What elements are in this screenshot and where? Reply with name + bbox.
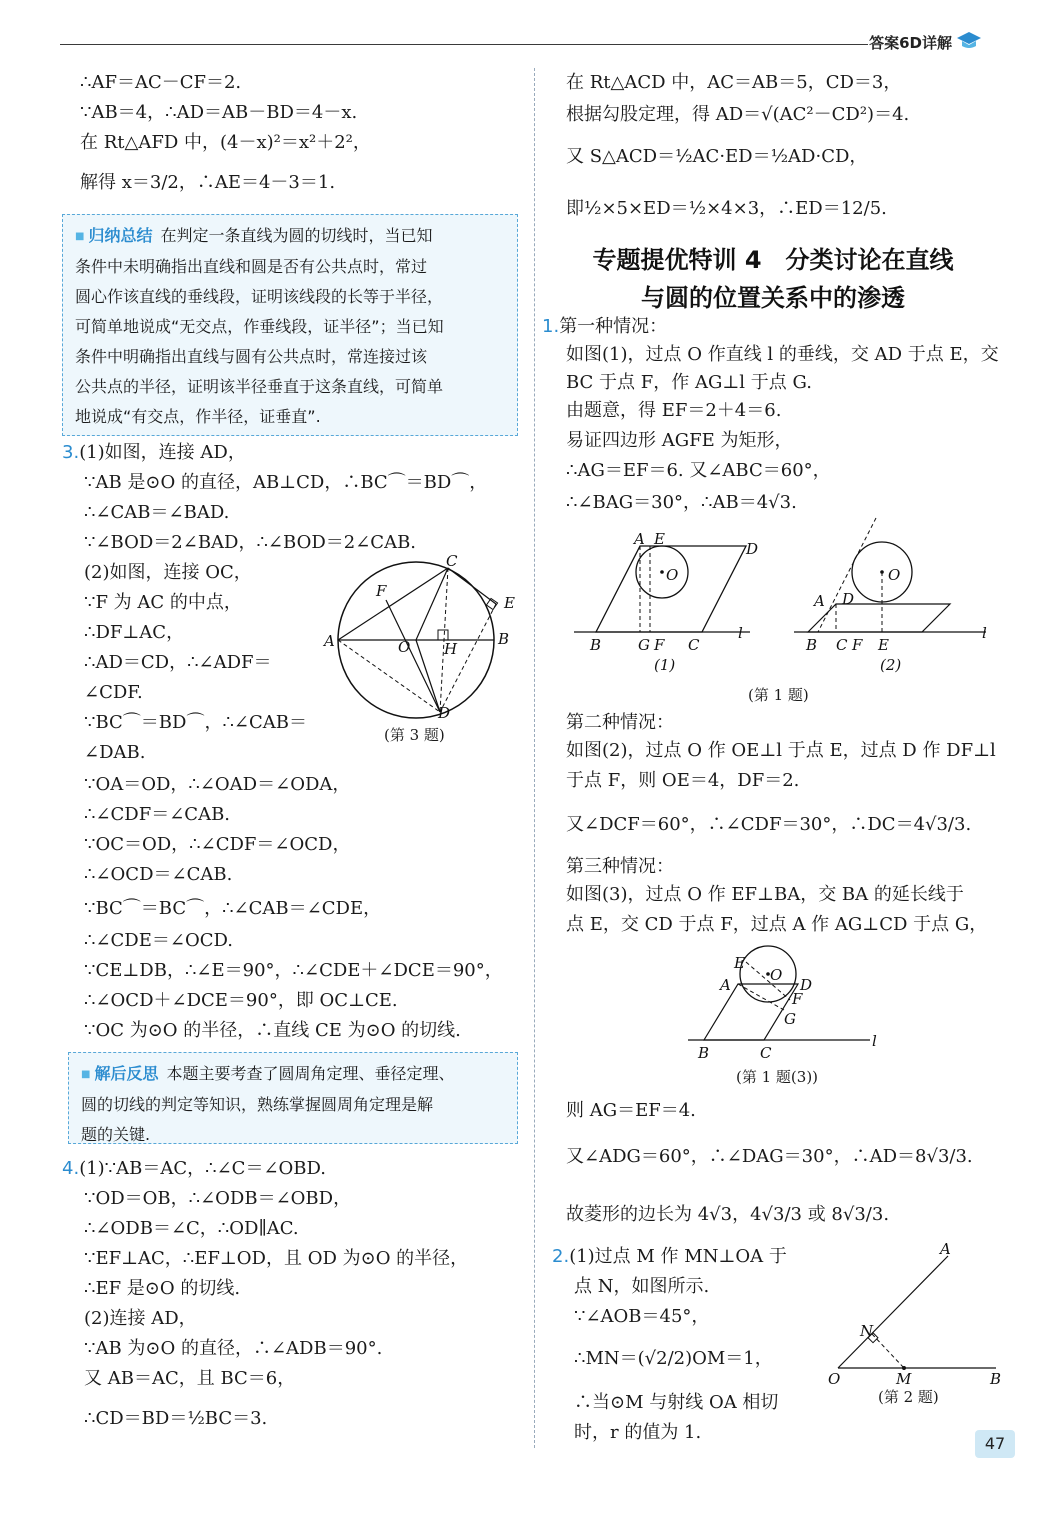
- page-header: [60, 28, 1010, 58]
- text-line: 解得 x＝3/2，∴AE＝4－3＝1.: [80, 172, 336, 193]
- summary-line: 地说成“有交点，作半径，证垂直”.: [75, 407, 321, 426]
- text-line: 时，r 的值为 1.: [574, 1422, 702, 1443]
- figure-label-F: F: [376, 582, 387, 600]
- text-line: 第一种情况：: [559, 316, 668, 337]
- figure-label-E: E: [734, 954, 745, 972]
- figure-label-G: G: [638, 636, 650, 654]
- text-line: ∵CE⊥DB，∴∠E＝90°，∴∠CDE＋∠DCE＝90°，: [84, 960, 503, 981]
- figure-label-C: C: [688, 636, 700, 654]
- section-title-line-2: 与圆的位置关系中的渗透: [641, 284, 905, 312]
- text-line: ∵BC⌒＝BC⌒，∴∠CAB＝∠CDE，: [84, 898, 382, 919]
- figure-label-N: N: [860, 1322, 874, 1340]
- text-line: ∴∠ODB＝∠C，∴OD∥AC.: [84, 1218, 299, 1239]
- reflection-line: 圆的切线的判定等知识，熟练掌握圆周角定理是解: [81, 1095, 434, 1114]
- text-line: 又∠ADG＝60°，∴∠DAG＝30°，∴AD＝8√3/3.: [566, 1146, 973, 1167]
- figure-label-B: B: [498, 630, 510, 648]
- text-line: 又 S△ACD＝½AC·ED＝½AD·CD，: [566, 146, 868, 167]
- figure-label-O: O: [666, 566, 679, 584]
- question-number: 2.: [552, 1246, 570, 1267]
- text-line: (1)∵AB＝AC，∴∠C＝∠OBD.: [79, 1158, 327, 1179]
- text-line: ∴MN＝(√2/2)OM＝1，: [574, 1348, 773, 1369]
- reflection-tag: ■ 解后反思: [81, 1064, 158, 1083]
- figure-caption: (第 3 题): [384, 726, 445, 744]
- text-line: 根据勾股定理，得 AD＝√(AC²－CD²)＝4.: [566, 104, 910, 125]
- figure-label-O: O: [888, 566, 901, 584]
- text-line: 点 E，交 CD 于点 F，过点 A 作 AG⊥CD 于点 G，: [566, 914, 988, 935]
- figure-label-A: A: [814, 592, 825, 610]
- text-line: 如图(3)，过点 O 作 EF⊥BA，交 BA 的延长线于: [566, 884, 964, 905]
- figure-label-E: E: [878, 636, 889, 654]
- text-line: 又 AB＝AC，且 BC＝6，: [84, 1368, 296, 1389]
- reflection-box: [68, 1052, 518, 1144]
- text-line: ∴∠OCD＋∠DCE＝90°，即 OC⊥CE.: [84, 990, 398, 1011]
- figure-label-O: O: [770, 966, 783, 984]
- question-2-line: [552, 1246, 787, 1268]
- figure-label-D: D: [800, 976, 813, 994]
- figure-sub-label: (1): [654, 656, 676, 674]
- text-line: ∴∠BAG＝30°，∴AB＝4√3.: [566, 492, 797, 513]
- figure-label-A: A: [940, 1240, 951, 1258]
- figure-label-C: C: [836, 636, 848, 654]
- text-line: ∠CDF.: [84, 682, 143, 703]
- text-line: ∵∠AOB＝45°，: [574, 1306, 710, 1327]
- text-line: 第二种情况：: [566, 712, 674, 733]
- text-line: ∵AB＝4，∴AD＝AB－BD＝4－x.: [80, 102, 358, 123]
- figure-label-D: D: [746, 540, 759, 558]
- text-line: ∴当⊙M 与射线 OA 相切: [574, 1392, 779, 1413]
- question-1-figure-1: [570, 524, 760, 674]
- text-line: 在 Rt△ACD 中，AC＝AB＝5，CD＝3，: [566, 72, 902, 93]
- text-line: ∴AF＝AC－CF＝2.: [80, 72, 242, 93]
- figure-label-l: l: [738, 624, 743, 642]
- question-number: 3.: [62, 442, 80, 463]
- text-line: (1)如图，连接 AD，: [79, 442, 246, 463]
- text-line: ∵AB 是⊙O 的直径，AB⊥CD，∴BC⌒＝BD⌒，: [84, 472, 488, 493]
- text-line: 于点 F，则 OE＝4，DF＝2.: [566, 770, 800, 791]
- text-line: ∴AD＝CD，∴∠ADF＝: [84, 652, 272, 673]
- summary-line: 公共点的半径，证明该半径垂直于这条直线，可简单: [75, 377, 444, 396]
- text-line: 在 Rt△AFD 中，(4－x)²＝x²＋2²，: [80, 132, 371, 153]
- text-line: ∴∠CAB＝∠BAD.: [84, 502, 230, 523]
- text-line: ∵F 为 AC 的中点，: [84, 592, 242, 613]
- summary-line: 条件中未明确指出直线和圆是否有公共点时，常过: [75, 257, 428, 276]
- text-line: ∴∠CDE＝∠OCD.: [84, 930, 234, 951]
- figure-label-C: C: [760, 1044, 772, 1062]
- text-line: (2)连接 AD，: [84, 1308, 197, 1329]
- header-label: 答案6D详解: [869, 34, 952, 52]
- text-line: 如图(1)，过点 O 作直线 l 的垂线，交 AD 于点 E，交: [566, 344, 999, 365]
- reflection-line: 本题主要考查了圆周角定理、垂径定理、: [166, 1064, 455, 1083]
- text-line: ∵OC＝OD，∴∠CDF＝∠OCD，: [84, 834, 351, 855]
- figure-caption: (第 2 题): [878, 1388, 939, 1406]
- text-line: ∵OC 为⊙O 的半径，∴直线 CE 为⊙O 的切线.: [84, 1020, 461, 1041]
- figure-label-E: E: [654, 530, 665, 548]
- figure-label-B: B: [990, 1370, 1002, 1388]
- figure-label-G: G: [784, 1010, 796, 1028]
- text-line: ∵AB 为⊙O 的直径，∴∠ADB＝90°.: [84, 1338, 383, 1359]
- figure-label-A: A: [720, 976, 731, 994]
- text-line: 即½×5×ED＝½×4×3，∴ED＝12/5.: [566, 198, 887, 219]
- figure-label-H: H: [444, 640, 458, 658]
- text-line: 由题意，得 EF＝2＋4＝6.: [566, 400, 782, 421]
- figure-label-l: l: [872, 1032, 877, 1050]
- figure-label-O: O: [828, 1370, 841, 1388]
- question-1-line: [542, 316, 667, 338]
- question-1-figure-3: [684, 944, 884, 1064]
- text-line: ∴∠OCD＝∠CAB.: [84, 864, 233, 885]
- text-line: 第三种情况：: [566, 856, 674, 877]
- text-line: 故菱形的边长为 4√3，4√3/3 或 8√3/3.: [566, 1204, 890, 1225]
- figure-label-D: D: [842, 590, 855, 608]
- text-line: ∴EF 是⊙O 的切线.: [84, 1278, 241, 1299]
- text-line: 易证四边形 AGFE 为矩形，: [566, 430, 793, 451]
- figure-label-A: A: [324, 632, 335, 650]
- question-4-line: [62, 1158, 326, 1180]
- figure-label-E: E: [504, 594, 515, 612]
- graduation-cap-icon: [956, 30, 982, 52]
- text-line: ∵BC⌒＝BD⌒，∴∠CAB＝: [84, 712, 307, 733]
- text-line: ∴DF⊥AC，: [84, 622, 185, 643]
- summary-line: 可简单地说成“无交点，作垂线段，证半径”；当已知: [75, 317, 444, 336]
- reflection-line: 题的关键.: [81, 1125, 151, 1144]
- summary-line: 圆心作该直线的垂线段，证明该线段的长等于半径，: [75, 287, 444, 306]
- section-title-line-1: 专题提优特训 4 分类讨论在直线: [592, 246, 954, 274]
- text-line: ∴AG＝EF＝6. 又∠ABC＝60°，: [566, 460, 831, 481]
- question-number: 4.: [62, 1158, 80, 1179]
- figure-label-B: B: [698, 1044, 710, 1062]
- question-2-figure: [826, 1240, 1006, 1390]
- text-line: ∵OA＝OD，∴∠OAD＝∠ODA，: [84, 774, 351, 795]
- summary-line: 条件中明确指出直线与圆有公共点时，常连接过该: [75, 347, 428, 366]
- question-3-figure: [318, 552, 528, 722]
- figure-label-l: l: [982, 624, 987, 642]
- text-line: 点 N，如图所示.: [574, 1276, 710, 1297]
- figure-caption: (第 1 题): [748, 686, 809, 704]
- figure-label-B: B: [806, 636, 818, 654]
- figure-label-O: O: [398, 638, 411, 656]
- text-line: ∵OD＝OB，∴∠ODB＝∠OBD，: [84, 1188, 352, 1209]
- text-line: 又∠DCF＝60°，∴∠CDF＝30°，∴DC＝4√3/3.: [566, 814, 972, 835]
- figure-label-A: A: [634, 530, 645, 548]
- summary-line: 在判定一条直线为圆的切线时，当已知: [160, 226, 433, 245]
- question-number: 1.: [542, 316, 560, 337]
- question-1-figure-2: [790, 514, 1000, 674]
- text-line: ∵∠BOD＝2∠BAD，∴∠BOD＝2∠CAB.: [84, 532, 417, 553]
- figure-label-F: F: [792, 990, 803, 1008]
- text-line: 如图(2)，过点 O 作 OE⊥l 于点 E，过点 D 作 DF⊥l: [566, 740, 996, 761]
- figure-label-C: C: [446, 552, 458, 570]
- summary-box: [62, 214, 518, 436]
- figure-label-F: F: [654, 636, 665, 654]
- text-line: ∠DAB.: [84, 742, 146, 763]
- figure-label-F: F: [852, 636, 863, 654]
- summary-tag: ■ 归纳总结: [75, 226, 152, 245]
- header-rule: [60, 44, 868, 45]
- text-line: (1)过点 M 作 MN⊥OA 于: [569, 1246, 787, 1267]
- figure-label-M: M: [896, 1370, 912, 1388]
- column-divider: [534, 68, 535, 1448]
- page-number: 47: [975, 1430, 1015, 1458]
- text-line: 则 AG＝EF＝4.: [566, 1100, 696, 1121]
- text-line: ∵EF⊥AC，∴EF⊥OD，且 OD 为⊙O 的半径，: [84, 1248, 469, 1269]
- text-line: ∴∠CDF＝∠CAB.: [84, 804, 231, 825]
- figure-caption: (第 1 题(3)): [736, 1068, 819, 1086]
- figure-sub-label: (2): [880, 656, 902, 674]
- text-line: (2)如图，连接 OC，: [84, 562, 252, 583]
- question-3-line: [62, 442, 246, 464]
- figure-label-D: D: [438, 704, 451, 722]
- figure-label-B: B: [590, 636, 602, 654]
- text-line: BC 于点 F，作 AG⊥l 于点 G.: [566, 372, 812, 393]
- text-line: ∴CD＝BD＝½BC＝3.: [84, 1408, 268, 1429]
